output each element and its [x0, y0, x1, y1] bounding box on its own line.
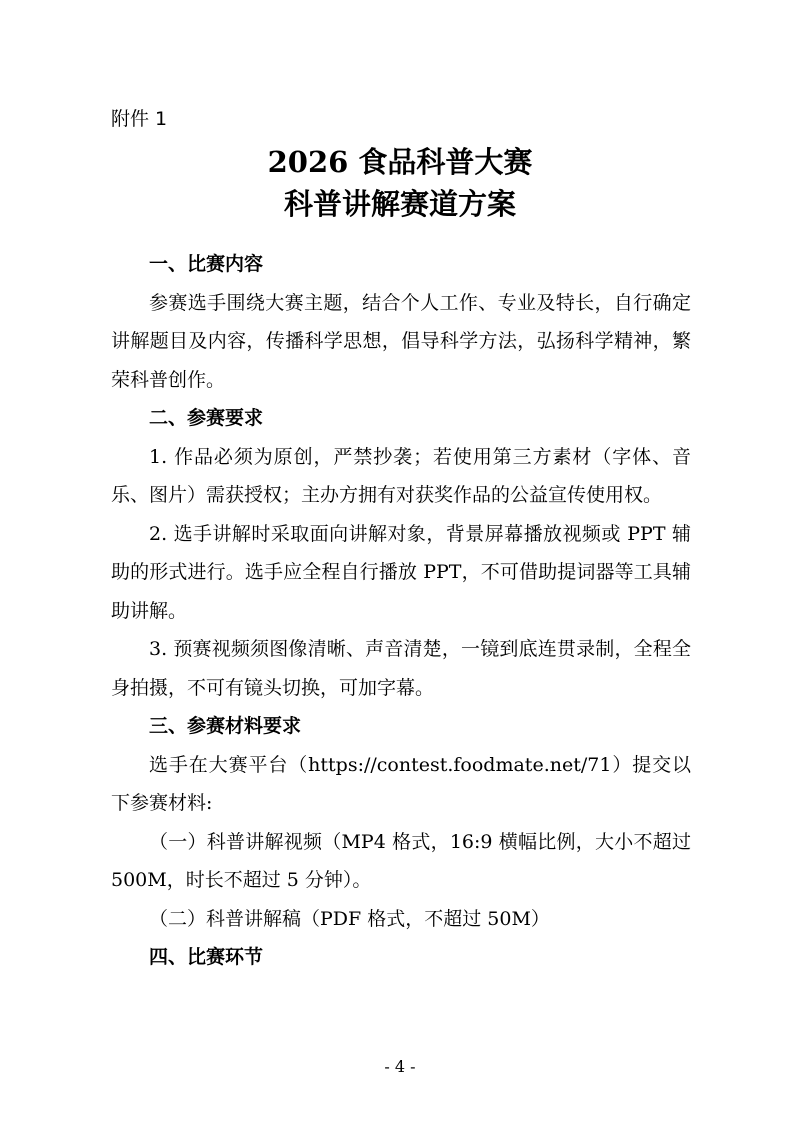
- document-title-line1: 2026 食品科普大赛: [267, 145, 533, 179]
- paragraph-content: 参赛选手围绕大赛主题，结合个人工作、专业及特长，自行确定讲解题目及内容，传播科学思想，倡导科学方法，弘扬科学精神，繁荣科普创作。: [111, 291, 691, 391]
- materials-intro: 选手在大赛平台（https://contest.foodmate.net/71）提交以下参赛材料:: [111, 753, 691, 814]
- materials-item-2: （二）科普讲解稿（PDF 格式，不超过 50M）: [149, 907, 550, 930]
- attachment-label: 附件 1: [111, 108, 168, 130]
- page-number: - 4 -: [384, 1057, 416, 1076]
- section-heading-materials: 三、参赛材料要求: [149, 715, 302, 737]
- section-heading-stages: 四、比赛环节: [149, 946, 264, 968]
- section-heading-content: 一、比赛内容: [149, 253, 264, 275]
- requirement-item-3: 3. 预赛视频须图像清晰、声音清楚，一镜到底连贯录制，全程全身拍摄，不可有镜头切换，可加字幕。: [111, 638, 691, 699]
- document-title-line2: 科普讲解赛道方案: [283, 187, 516, 221]
- requirement-item-1: 1. 作品必须为原创，严禁抄袭；若使用第三方素材（字体、音乐、图片）需获授权；主办方拥有对获奖作品的公益宣传使用权。: [111, 445, 691, 506]
- materials-item-1: （一）科普讲解视频（MP4 格式，16:9 横幅比例，大小不超过 500M，时长不超过 5 分钟）。: [111, 830, 691, 891]
- document-body: [111, 245, 691, 977]
- section-heading-requirements: 二、参赛要求: [149, 407, 264, 429]
- requirement-item-2: 2. 选手讲解时采取面向讲解对象，背景屏幕播放视频或 PPT 辅助的形式进行。选手应全程自行播放 PPT，不可借助提词器等工具辅助讲解。: [111, 522, 691, 622]
